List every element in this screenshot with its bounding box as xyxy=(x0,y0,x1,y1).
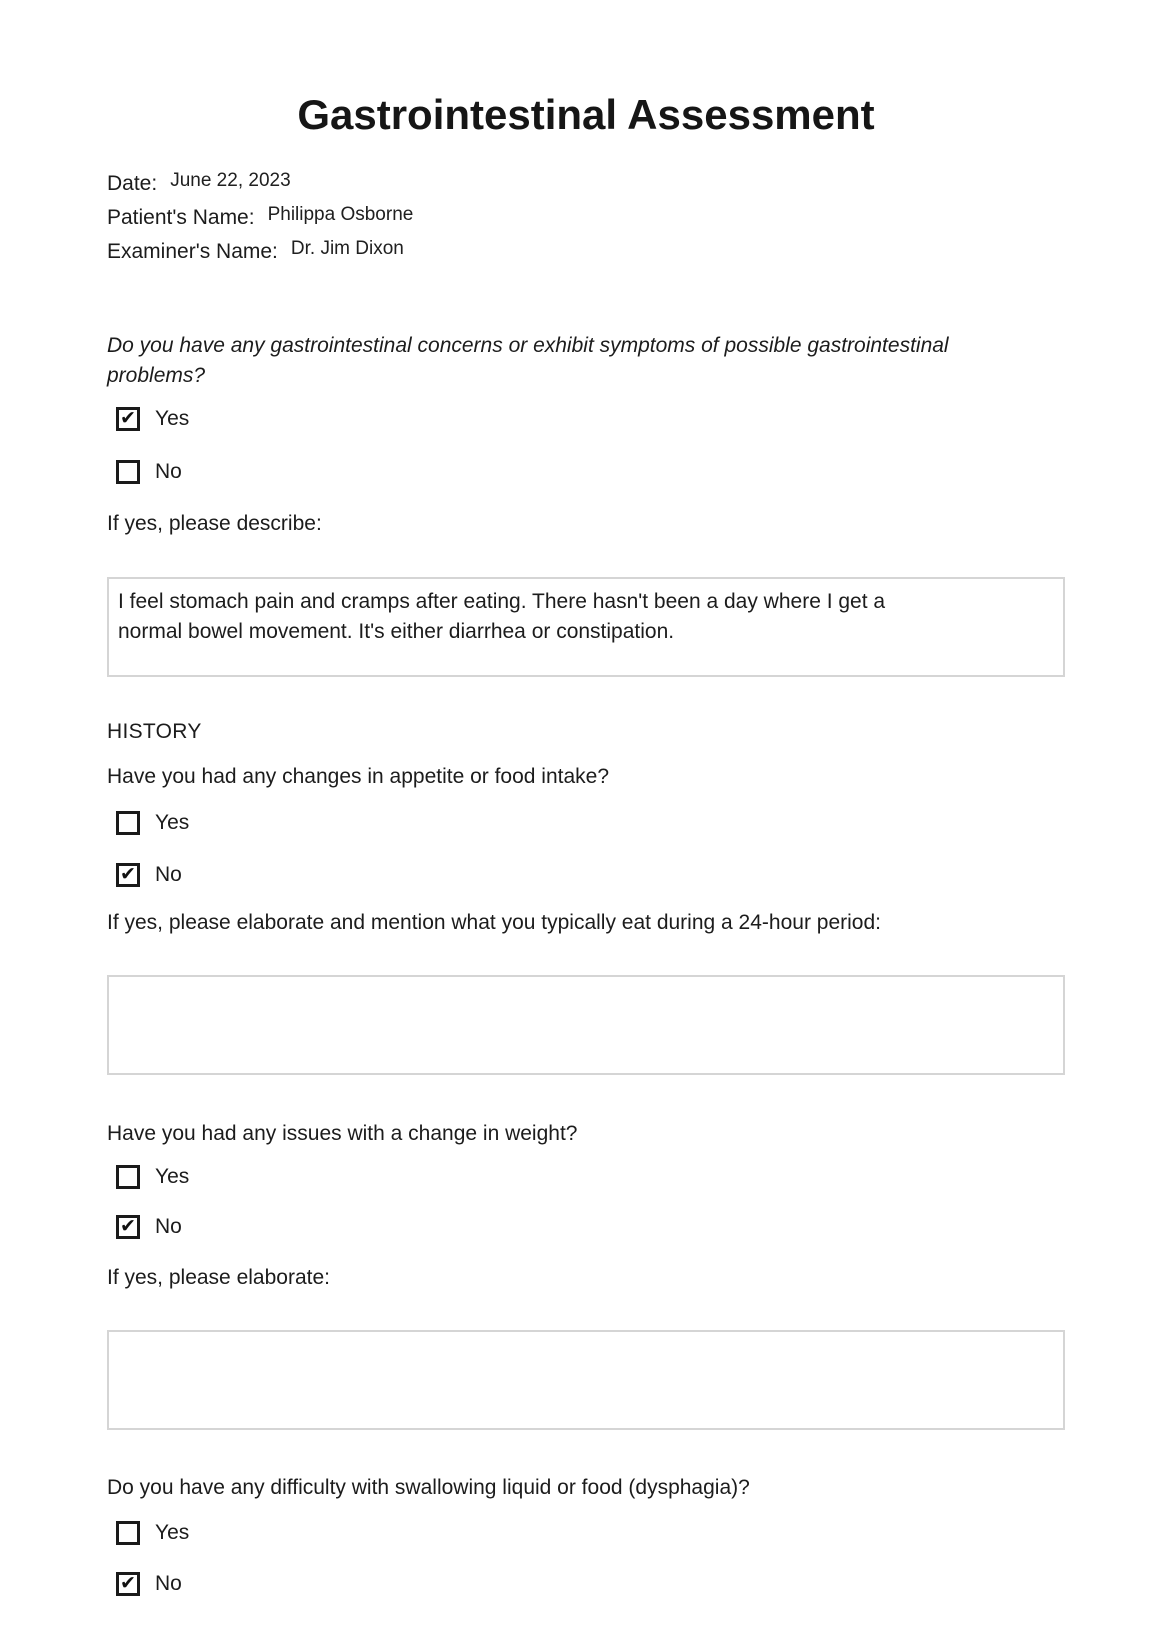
page-title: Gastrointestinal Assessment xyxy=(297,91,875,138)
dysphagia-no-label: No xyxy=(155,1572,182,1595)
dysphagia-question-text: Do you have any difficulty with swallowing liquid or food (dysphagia)? xyxy=(107,1476,750,1499)
weight-yes-checkbox[interactable] xyxy=(116,1165,140,1189)
weight-elaborate-prompt: If yes, please elaborate: xyxy=(107,1266,330,1289)
intro-describe-prompt: If yes, please describe: xyxy=(107,512,322,535)
appetite-no-row xyxy=(107,860,1065,890)
patient-name-value: Philippa Osborne xyxy=(267,204,414,225)
intro-no-row xyxy=(107,457,1065,487)
intro-yes-row xyxy=(107,404,1065,434)
dysphagia-yes-row xyxy=(107,1518,1065,1548)
weight-no-label: No xyxy=(155,1215,182,1238)
examiner-name-value: Dr. Jim Dixon xyxy=(290,238,404,259)
intro-yes-checkbox[interactable] xyxy=(116,407,140,431)
intro-question-text: Do you have any gastrointestinal concerns or exhibit symptoms of possible gastrointestinal problems? xyxy=(107,334,949,387)
intro-answer-textarea[interactable] xyxy=(107,577,1065,677)
appetite-yes-row xyxy=(107,808,1065,838)
patient-name-row xyxy=(107,206,1065,231)
appetite-no-checkbox[interactable] xyxy=(116,863,140,887)
patient-name-label: Patient's Name: xyxy=(107,206,255,229)
date-row xyxy=(107,172,1065,197)
weight-no-row xyxy=(107,1212,1065,1242)
dysphagia-no-row xyxy=(107,1569,1065,1599)
weight-yes-label: Yes xyxy=(155,1165,190,1188)
history-heading: HISTORY xyxy=(107,720,202,743)
checkmark-icon: ✔ xyxy=(120,1571,136,1594)
appetite-yes-label: Yes xyxy=(155,811,190,834)
weight-no-checkbox[interactable] xyxy=(116,1215,140,1239)
dysphagia-yes-checkbox[interactable] xyxy=(116,1521,140,1545)
weight-yes-row xyxy=(107,1162,1065,1192)
intro-no-label: No xyxy=(155,460,182,483)
appetite-no-label: No xyxy=(155,863,182,886)
intro-yes-label: Yes xyxy=(155,407,190,430)
appetite-elaborate-prompt: If yes, please elaborate and mention what you typically eat during a 24-hour period: xyxy=(107,911,881,934)
appetite-answer-textarea[interactable] xyxy=(107,975,1065,1075)
weight-answer-textarea[interactable] xyxy=(107,1330,1065,1430)
info-section xyxy=(107,172,1065,265)
appetite-yes-checkbox[interactable] xyxy=(116,811,140,835)
examiner-name-label: Examiner's Name: xyxy=(107,240,278,263)
checkmark-icon: ✔ xyxy=(120,1214,136,1237)
dysphagia-no-checkbox[interactable] xyxy=(116,1572,140,1596)
intro-no-checkbox[interactable] xyxy=(116,460,140,484)
dysphagia-yes-label: Yes xyxy=(155,1521,190,1544)
checkmark-icon: ✔ xyxy=(120,406,136,429)
date-label: Date: xyxy=(107,172,158,195)
date-value: June 22, 2023 xyxy=(170,170,291,191)
examiner-name-row xyxy=(107,240,1065,265)
weight-question-text: Have you had any issues with a change in weight? xyxy=(107,1122,578,1145)
checkmark-icon: ✔ xyxy=(120,862,136,885)
appetite-question-text: Have you had any changes in appetite or food intake? xyxy=(107,765,610,788)
